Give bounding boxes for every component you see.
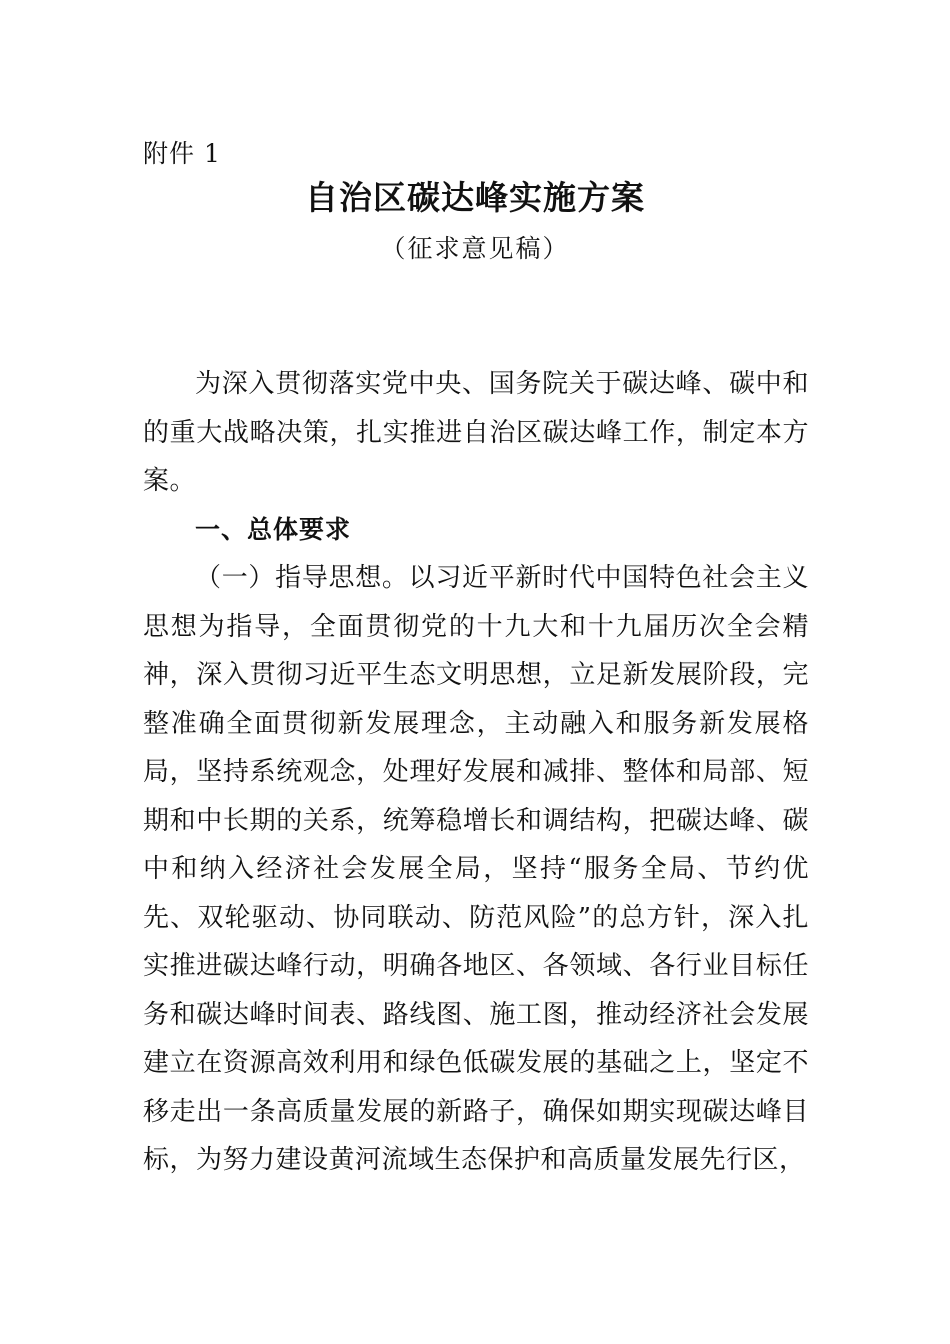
document-subtitle: （征求意见稿） [380, 234, 570, 263]
section-heading-general-requirements: 一、总体要求 [195, 514, 352, 544]
document-title: 自治区碳达峰实施方案 [305, 178, 645, 217]
attachment-label: 附件 1 [143, 139, 221, 168]
guiding-ideology-paragraph: （一）指导思想。以习近平新时代中国特色社会主义思想为指导，全面贯彻党的十九大和十九届历次全会精神，深入贯彻习近平生态文明思想，立足新发展阶段，完整准确全面贯彻新发展理念，主动融入和服务新发展格局，坚持系统观念，处理好发展和减排、整体和局部、短期和中长期的关系，统筹稳增长和调结构，把碳达峰、碳中和纳入经济社会发展全局，坚持“服务全局、节约优先、双轮驱动、协同联动、防范风险”的总方针，深入扎实推进碳达峰行动，明确各地区、各领域、各行业目标任务和碳达峰时间表、路线图、施工图，推动经济社会发展建立在资源高效利用和绿色低碳发展的基础之上，坚定不移走出一条高质量发展的新路子，确保如期实现碳达峰目标，为努力建设黄河流域生态保护和高质量发展先行区， [143, 563, 809, 1175]
intro-paragraph: 为深入贯彻落实党中央、国务院关于碳达峰、碳中和的重大战略决策，扎实推进自治区碳达峰工作，制定本方案。 [143, 369, 809, 496]
document-body [143, 360, 809, 1185]
